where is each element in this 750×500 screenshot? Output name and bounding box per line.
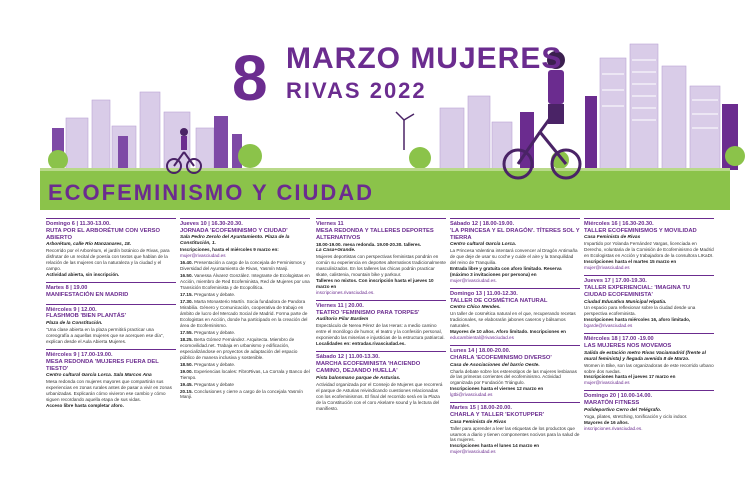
schedule-text: Preguntas y debate. (194, 291, 236, 297)
event-description: Recorrido por el Arborétum, el jardín botánico de Rivas, para disfrutar de un recital de poesía con textos que hablan de la relación de las mujeres con la naturaleza y la ciudad y el campo. (46, 248, 170, 272)
event-place: Pista balonmano parque de Asturias. (316, 375, 401, 381)
event-card (46, 304, 176, 345)
schedule-text: Marta Monasterio Martín. Socia fundadora de Pandora Mirabilia. Género y Comunicación, cooperativa de trabajo en ámbito de lucro del Mercado Social de Madrid. Forma parte de Ecologistas en Acción, donde ha participado en la creación del área de Ecofeminismo. (180, 298, 308, 328)
event-email: mujer@rivasciudad.es (584, 265, 630, 271)
event-title: TALLER ECOFEMINISMOS Y MOVILIDAD (584, 227, 697, 234)
event-description: "Una clase abierta en la plaza permitirá practicar una coreografía a aquellas mujeres que se acerquen ese día", explican desde el Aula Abierta Mujeres. (46, 326, 164, 344)
event-title: MESA REDONDA Y TALLERES DEPORTES ALTERNATIVOS (316, 227, 434, 242)
event-date: Viernes 11 | 20.00. (316, 303, 364, 310)
event-card (450, 288, 580, 341)
event-schedule: 18.00-19.00. mesa redonda. 19.00-20.30. talleres. (316, 242, 422, 248)
program-column-5 (584, 218, 714, 500)
event-title: CHARLA 'ECOFEMINISMO DIVERSO' (450, 355, 552, 362)
event-note: Inscripciones hasta el viernes 12 marzo en (450, 386, 544, 392)
event-description: Mesa redonda con mujeres mayores que compartirán sus experiencias en zonas rurales antes de pasar a vivir en zonas urbanizadas. Explicarán cómo vivieron ese cambio y cómo siguen recordando aquella etapa de sus vidas. (46, 379, 172, 402)
event-card (46, 282, 176, 299)
event-title: LAS MUJERES NOS MOVEMOS (584, 343, 672, 350)
program-grid (46, 218, 718, 500)
event-date: Sábado 12 | 18.00-19.00. (450, 221, 515, 227)
schedule-time: 18.25. (180, 336, 193, 342)
title-line-1: MARZO MUJERES (286, 42, 563, 75)
event-card (46, 218, 176, 278)
event-title: MARCHA ECOFEMINISTA 'HACIENDO CAMINO, DEJANDO HUELLA' (316, 361, 421, 375)
event-date: Jueves 10 | 16.30-20.30. (180, 221, 243, 227)
event-card (450, 345, 580, 398)
schedule-row (180, 337, 310, 361)
event-email: educambiental@rivasciudad.es (450, 335, 514, 341)
event-card (316, 351, 446, 411)
event-description: Espectáculo de Nerea Pérez de las Heras: a medio camino entre el monólogo de humor, el teatro y la confesión personal, exponiendo las miserias e injusticias de la estructura patriarcal. (316, 323, 445, 341)
event-title: TALLER EXPERIENCIAL: 'IMAGINA TU CIUDAD ECOFEMINISTA' (584, 285, 691, 299)
poster-header (0, 0, 750, 218)
event-title: TALLER DE COSMÉTICA NATURAL (450, 298, 548, 305)
event-note: Inscripciones, hasta el miércoles 9 marzo en: (180, 247, 279, 253)
program-column-4 (450, 218, 580, 500)
event-date: Miércoles 18 | 17.00 -19.00 (584, 336, 654, 343)
event-date: Viernes 11 (316, 221, 344, 227)
event-title: MARATÓN FITNESS (584, 400, 640, 407)
event-place: Centro Chico Mendes. (450, 305, 501, 311)
event-email: mujer@rivasciudad.es (180, 253, 226, 259)
program-column-2 (180, 218, 310, 500)
event-description: Taller para aprender a leer las etiquetas de los productos que usamos a diario y tienen componentes nocivos para la salud de las mujeres. (450, 425, 580, 443)
event-place: Casa Feminista de Rivas (450, 419, 507, 425)
event-date: Domingo 13 | 11.00-12.30. (450, 291, 518, 298)
event-note: Entrada libre y gratuita con aforo limitado. Reserva (máximo 3 invitaciones por persona) en (450, 266, 562, 278)
event-note: Mayores de 10 años. Aforo limitado. Inscripciones en (450, 329, 566, 335)
event-title: MANIFESTACIÓN EN MADRID (46, 292, 129, 299)
event-note: Inscripciones hasta el jueves 17 marzo en (584, 374, 676, 380)
event-note: Inscripciones hasta miércoles 16, aforo limitado, (584, 317, 691, 323)
event-place: La Casa+Grande. (316, 248, 356, 254)
event-description: Un espacio para reflexionar sobre la ciudad desde una perspectiva ecofeminista. (584, 305, 696, 317)
schedule-time: 19.45. (180, 381, 193, 387)
event-email: bgarde@rivasciudad.es (584, 323, 633, 329)
event-email: inscripciones.rivasciudad.es. (316, 290, 375, 296)
schedule-text: Experiencias locales: FibroRivas, La Corrala y Banco del Tiempo. (180, 368, 310, 380)
event-card (450, 402, 580, 455)
event-note: Mayores de 16 años. (584, 419, 629, 425)
event-description: Un taller de cosmética natural en el que, recuperando recetas tradicionales, se elaborarán jabones caseros y bálsamos naturales. (450, 311, 576, 329)
event-place: Polideportivo Cerro del Telégrafo. (584, 407, 662, 413)
schedule-text: Vanessa Álvarez González. Integrante de Ecologistas en Acción, miembro de Red Ecofeminista, Red de Mujeres por una Transición Ecofeminista y de Ecopolítica. (180, 273, 310, 290)
event-email: mujer@rivasciudad.es. (450, 278, 497, 284)
event-description: La Princesa Valentina intentará convencer al Dragón Antimaña de que deje de usar su coche y cuide el aire y la tranquilidad del reino de Tranquilia. (450, 248, 578, 266)
event-card (450, 218, 580, 284)
event-place: Arborétum, calle Río Manzanares, 18. (46, 242, 132, 248)
event-card (316, 300, 446, 347)
event-date: Miércoles 9 | 12.00. (46, 306, 97, 313)
event-card (584, 275, 714, 329)
schedule-text: Preguntas y debate (194, 381, 234, 387)
title-number: 8 (232, 42, 268, 114)
title-line-2: RIVAS 2022 (286, 78, 427, 103)
event-place: Centro cultural García Lorca. Sala Marcos Ana (46, 373, 152, 379)
event-card (46, 349, 176, 409)
schedule-time: 17.15. (180, 291, 193, 297)
schedule-row (180, 369, 310, 381)
schedule-text: Presentación a cargo de la concejala de Feminismos y Diversidad del Ayuntamiento de Rivas, Yasmín Manji. (180, 260, 306, 272)
schedule-text: Conclusiones y cierre a cargo de la concejala Yasmín Manji. (180, 388, 303, 400)
event-note: Inscripciones hasta el martes 15 marzo en (584, 259, 677, 265)
event-card (316, 218, 446, 296)
event-card (584, 218, 714, 271)
event-description: Mujeres deportistas con perspectivas feministas pondrán en común su experiencia en deportes alternativos tradicionalmente masculinizados. En los talleres las chicas podrán practicar skate, calistenia, mountain bike y parkour. (316, 254, 446, 278)
event-place: Casa Feminista de Rivas (584, 235, 641, 241)
event-place: Centro cultural García Lorca. (450, 242, 517, 248)
event-title: FLASHMOB 'BIEN PLANTÁS' (46, 313, 127, 320)
schedule-row (180, 330, 310, 336)
schedule-row (180, 382, 310, 388)
event-date: Miércoles 16 | 16.30-20.30. (584, 221, 654, 227)
schedule-row (180, 362, 310, 368)
event-title: TEATRO 'FEMINISMO PARA TORPES' (316, 310, 420, 317)
event-date: Lunes 14 | 18.00-20.00. (450, 348, 511, 355)
event-date: Miércoles 9 | 17.00-19.00. (46, 351, 113, 358)
event-date: Domingo 6 | 11.30-13.00. (46, 221, 111, 227)
event-place: Ciudad Educativa Municipal Hipatia. (584, 299, 667, 305)
event-email: lgtbi@rivasciudad.es (450, 392, 493, 398)
schedule-text: Berta Gómez Fernández. Arquitecta. Miembro de ecomovilidad.net. Trabaja en urbanismo y edificación, especializándose en proyectos de adaptación del espacio público de manera inclusiva y sostenible. (180, 336, 298, 360)
schedule-row (180, 260, 310, 272)
event-description: Actividad organizada por el Consejo de Mujeres que recorrerá el parque de Asturias reivindicando cuestiones relacionadas con los ecofeminismos. El final del recorrido será en la Plaza de la Constitución con el coro Akelarre sound y la lectura del manifiesto. (316, 381, 443, 411)
event-description: Charla debate sobre los estereotipos de las mujeres lesbianas de las primeras corrientes del ecofeminismo. Actividad organizada por Fundación Triángulo. (450, 368, 577, 386)
program-column-1 (46, 218, 176, 500)
schedule-time: 17.55. (180, 329, 193, 335)
event-place: Auditorio Pilar Bardem (316, 317, 369, 323)
schedule-time: 16.50. (180, 273, 193, 279)
schedule-text: Preguntas y debate. (194, 329, 236, 335)
event-date: Sábado 12 | 11.00-13.30. (316, 354, 380, 361)
event-place: Plaza de la Constitución. (46, 320, 103, 326)
event-date: Martes 15 | 18.00-20.00. (450, 405, 512, 412)
event-title: CHARLA Y TALLER 'EKOTUPPER' (450, 412, 545, 419)
event-description: Yoga, pilates, stretching, tonificación y ciclo indoor. (584, 413, 688, 419)
schedule-text: Preguntas y debate. (194, 361, 236, 367)
event-date: Domingo 20 | 10.00-14.00. (584, 393, 653, 400)
event-note: Localidades en: entradas.rivasciudad.es. (316, 341, 406, 347)
event-title: 'LA PRINCESA Y EL DRAGÓN'. TÍTERES SOL Y TIERRA (450, 227, 580, 242)
event-place: Salida de estación metro Rivas Vaciamadrid (frente al mural feminista) y llegada avenida 8 de Marzo. (584, 350, 706, 362)
schedule-row (180, 273, 310, 291)
schedule-time: 17.30. (180, 298, 193, 304)
event-note: Talleres no mixtos. Con inscripción hasta el jueves 10 marzo en (316, 278, 434, 290)
event-title: MESA REDONDA 'MUJERES FUERA DEL TIESTO' (46, 358, 159, 372)
schedule-time: 18.50. (180, 361, 193, 367)
event-card (584, 333, 714, 386)
event-description: Women in Bike, son las organizadoras de este recorrido urbano sobre dos ruedas. (584, 362, 714, 374)
schedule-row (180, 389, 310, 401)
band-title: ECOFEMINISMO Y CIUDAD (48, 180, 374, 205)
event-place: Sala Pedro Zerolo del Ayuntamiento. Plaza de la Constitución, 1. (180, 235, 290, 247)
event-place: Casa de Asociaciones del barrio Oeste. (450, 362, 540, 368)
event-description: Impartido por Yolanda Fernández Vargas, licenciada en Derecho, voluntaria de la Comisión de Ecofeminismo de Madrid en Ecologistas en Acción y trabajadora de la consultora LIKaDI. (584, 241, 714, 259)
event-title: RUTA POR EL ARBORÉTUM CON VERSO ABIERTO (46, 227, 161, 242)
schedule-time: 19.00. (180, 368, 193, 374)
schedule-row (180, 292, 310, 298)
event-date: Jueves 17 | 17.00-19.30. (584, 278, 647, 285)
schedule-row (180, 299, 310, 329)
event-note: Actividad abierta, sin inscripción. (46, 272, 120, 278)
schedule-time: 16.40. (180, 260, 193, 266)
event-note: Inscripciones hasta el lunes 14 marzo en (450, 443, 540, 449)
event-email: mujer@rivasciudad.es (450, 449, 496, 455)
event-title: JORNADA 'ECOFEMINISMO Y CIUDAD' (180, 227, 288, 234)
schedule-time: 20.15. (180, 388, 193, 394)
event-date: Martes 8 | 19.00 (46, 285, 88, 292)
event-card (180, 218, 310, 400)
event-email: inscripciones.rivasciudad.es. (584, 425, 643, 431)
event-note: Acceso libre hasta completar aforo. (46, 402, 124, 408)
event-card (584, 390, 714, 431)
program-column-3 (316, 218, 446, 500)
event-email: mujer@rivasciudad.es (584, 380, 630, 386)
